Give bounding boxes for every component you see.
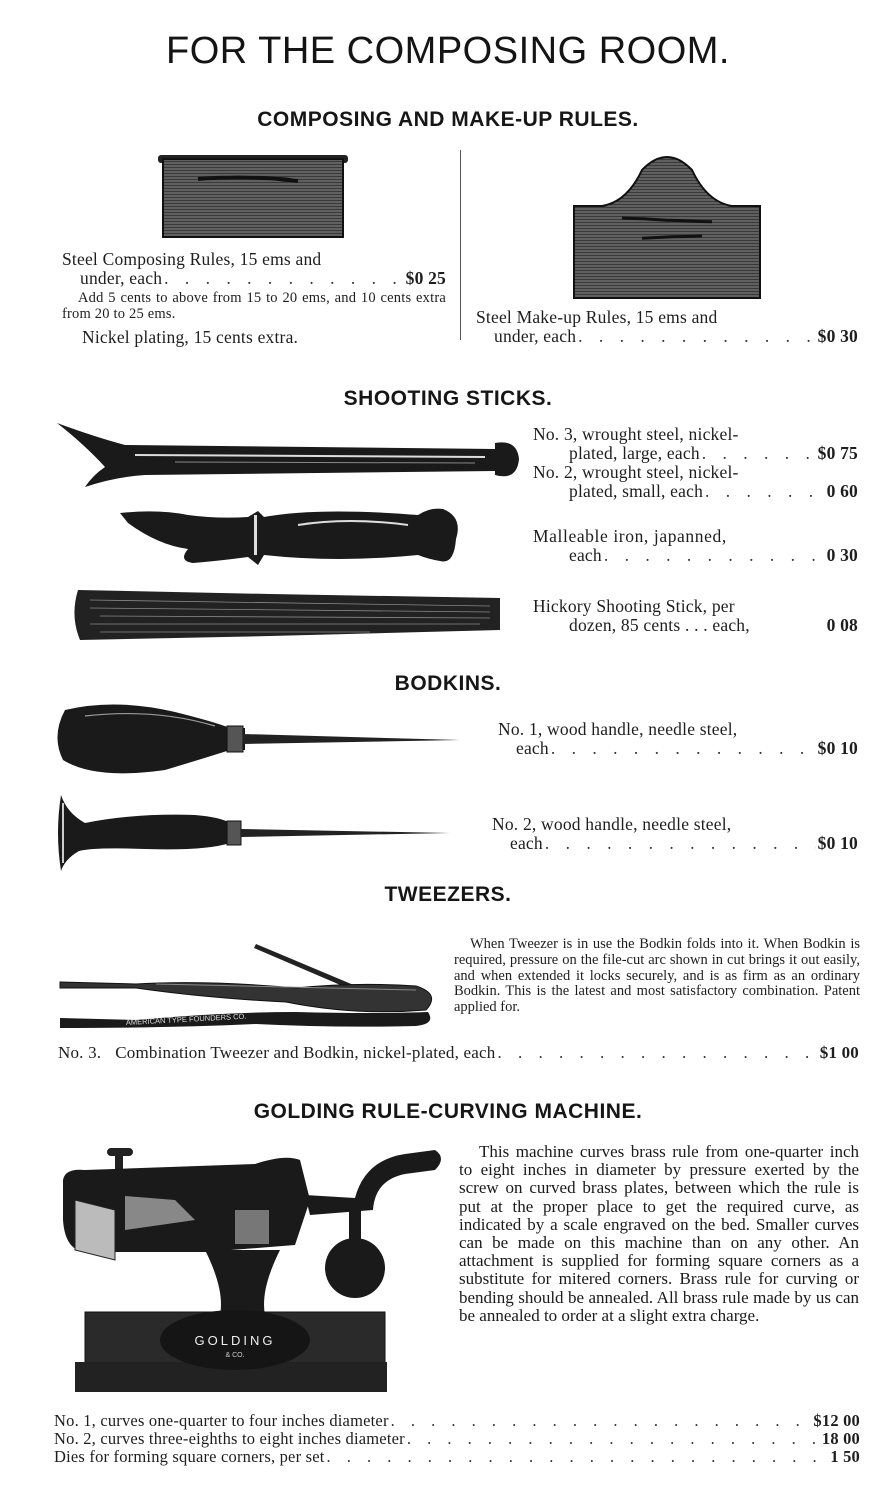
shooting-sticks-heading: SHOOTING STICKS. [343,387,553,410]
rules-heading: COMPOSING AND MAKE-UP RULES. [257,108,639,131]
hickory-stick-price-row [533,616,858,635]
golding-item-label: No. 1, curves one-quarter to four inches diameter [54,1411,389,1430]
tweezers-heading: TWEEZERS. [384,883,512,906]
golding-machine-illustration [55,1140,450,1395]
hickory-stick-line2: dozen, 85 cents . . . each, [569,615,750,635]
shooting-stick-no2-line2: plated, small, each [569,481,704,501]
composing-rules-note: Add 5 cents to above from 15 to 20 ems, and 10 cents extra from 20 to 25 ems. [62,290,446,322]
composing-rules-line1: Steel Composing Rules, 15 ems and [62,249,322,269]
steel-shooting-stick-illustration [55,415,525,490]
malleable-iron-line2: each [569,545,602,565]
makeup-rules-price-row [476,327,858,346]
malleable-iron-entry [533,527,858,565]
golding-item-label: Dies for forming square corners, per set [54,1447,325,1466]
golding-item-label: No. 2, curves three-eighths to eight inches diameter [54,1429,405,1448]
bodkin-no2-entry [492,815,858,853]
golding-engraving-sub: & CO. [225,1352,245,1359]
leader-dots [702,444,816,463]
golding-item-row [54,1412,860,1430]
shooting-stick-no3-entry [533,425,858,501]
bodkin-no1-line2: each [516,738,549,758]
composing-rules-price-row [62,269,446,288]
bodkins-heading: BODKINS. [394,672,502,695]
makeup-rules-price: $0 30 [817,326,858,346]
nickel-plating-note: Nickel plating, 15 cents extra. [82,326,299,347]
leader-dots [545,834,816,853]
golding-price-list [54,1412,860,1466]
composing-rules-line2: under, each [80,268,163,288]
golding-item-row [54,1448,860,1466]
shooting-stick-no3-line2: plated, large, each [569,443,700,463]
golding-item-price: $12 00 [813,1411,860,1430]
tweezer-item-number: No. 3. [58,1043,102,1062]
golding-description: This machine curves brass rule from one-quarter inch to eight inches in diameter by pressure exerted by the screw on curved brass plates, between which the rule is put at the proper place to get the required curve, as indicated by a scale engraved on the bed. Smaller curves can be made on this machine than on any other. An attachment is supplied for forming square corners as a substitute for mitered corners. Brass rule for curving or bending should be annealed. All brass rule made by us can be annealed to order at a slight extra charge. [459,1142,859,1325]
hickory-shooting-stick-illustration [70,588,505,643]
shooting-stick-no2-price: 0 60 [826,481,858,501]
golding-item-price: 18 00 [821,1429,860,1448]
malleable-iron-price-row [533,546,858,565]
leader-dots [407,1430,820,1448]
leader-dots [578,327,815,346]
bodkin-no2-price: $0 10 [817,833,858,853]
tweezer-item-price: $1 00 [819,1043,859,1062]
golding-heading: GOLDING RULE-CURVING MACHINE. [253,1100,643,1123]
bodkin-no2-illustration [55,793,455,873]
column-divider [460,150,461,340]
composing-rules-entry [62,250,446,347]
shooting-stick-no2-price-row [533,482,858,501]
golding-engraving-name: GOLDING [194,1333,276,1348]
tweezer-price-row [58,1043,859,1062]
shooting-stick-no3-price-row [533,444,858,463]
leader-dots [391,1412,812,1430]
bodkin-no2-line1: No. 2, wood handle, needle steel, [492,814,732,834]
bodkin-no1-entry [498,720,858,758]
makeup-rules-entry [476,308,858,346]
leader-dots [327,1448,829,1466]
leader-dots [604,546,825,565]
hickory-stick-price: 0 08 [826,615,858,635]
tweezers-description: When Tweezer is in use the Bodkin folds into it. When Bodkin is required, pressure on the file-cut arc shown in cut brings it out easily, and when extended it locks securely, and is as firm as an ordinary Bodkin. This is the latest and most satisfactory combination. Patent applied for. [454,936,860,1016]
shooting-stick-no2-line1: No. 2, wrought steel, nickel- [533,462,739,482]
golding-item-row [54,1430,860,1448]
leader-dots [551,739,816,758]
hickory-stick-line1: Hickory Shooting Stick, per [533,596,735,616]
makeup-rules-line2: under, each [494,326,577,346]
bodkin-no2-price-row [492,834,858,853]
tweezer-item-label: Combination Tweezer and Bodkin, nickel-plated, each [115,1043,496,1062]
makeup-rule-illustration [572,150,762,300]
leader-dots [164,269,403,288]
composing-rules-price: $0 25 [405,268,446,288]
malleable-shooting-stick-illustration [118,505,463,570]
malleable-iron-line1: Malleable iron, japanned, [533,526,727,546]
leader-dots [705,482,825,501]
hickory-stick-entry [533,597,858,635]
bodkin-no1-line1: No. 1, wood handle, needle steel, [498,719,738,739]
makeup-rules-line1: Steel Make-up Rules, 15 ems and [476,307,718,327]
golding-item-price: 1 50 [830,1447,860,1466]
shooting-stick-no3-price: $0 75 [817,443,858,463]
malleable-iron-price: 0 30 [826,545,858,565]
leader-dots [497,1043,817,1062]
tweezer-engraving: AMERICAN TYPE FOUNDERS CO. [125,1011,247,1027]
bodkin-no2-line2: each [510,833,543,853]
bodkin-no1-price: $0 10 [817,738,858,758]
bodkin-no1-price-row [498,739,858,758]
shooting-stick-no3-line1: No. 3, wrought steel, nickel- [533,424,739,444]
tweezer-bodkin-illustration [56,942,441,1032]
composing-rule-illustration [158,155,348,239]
page-title: FOR THE COMPOSING ROOM. [166,30,730,72]
bodkin-no1-illustration [55,700,465,778]
